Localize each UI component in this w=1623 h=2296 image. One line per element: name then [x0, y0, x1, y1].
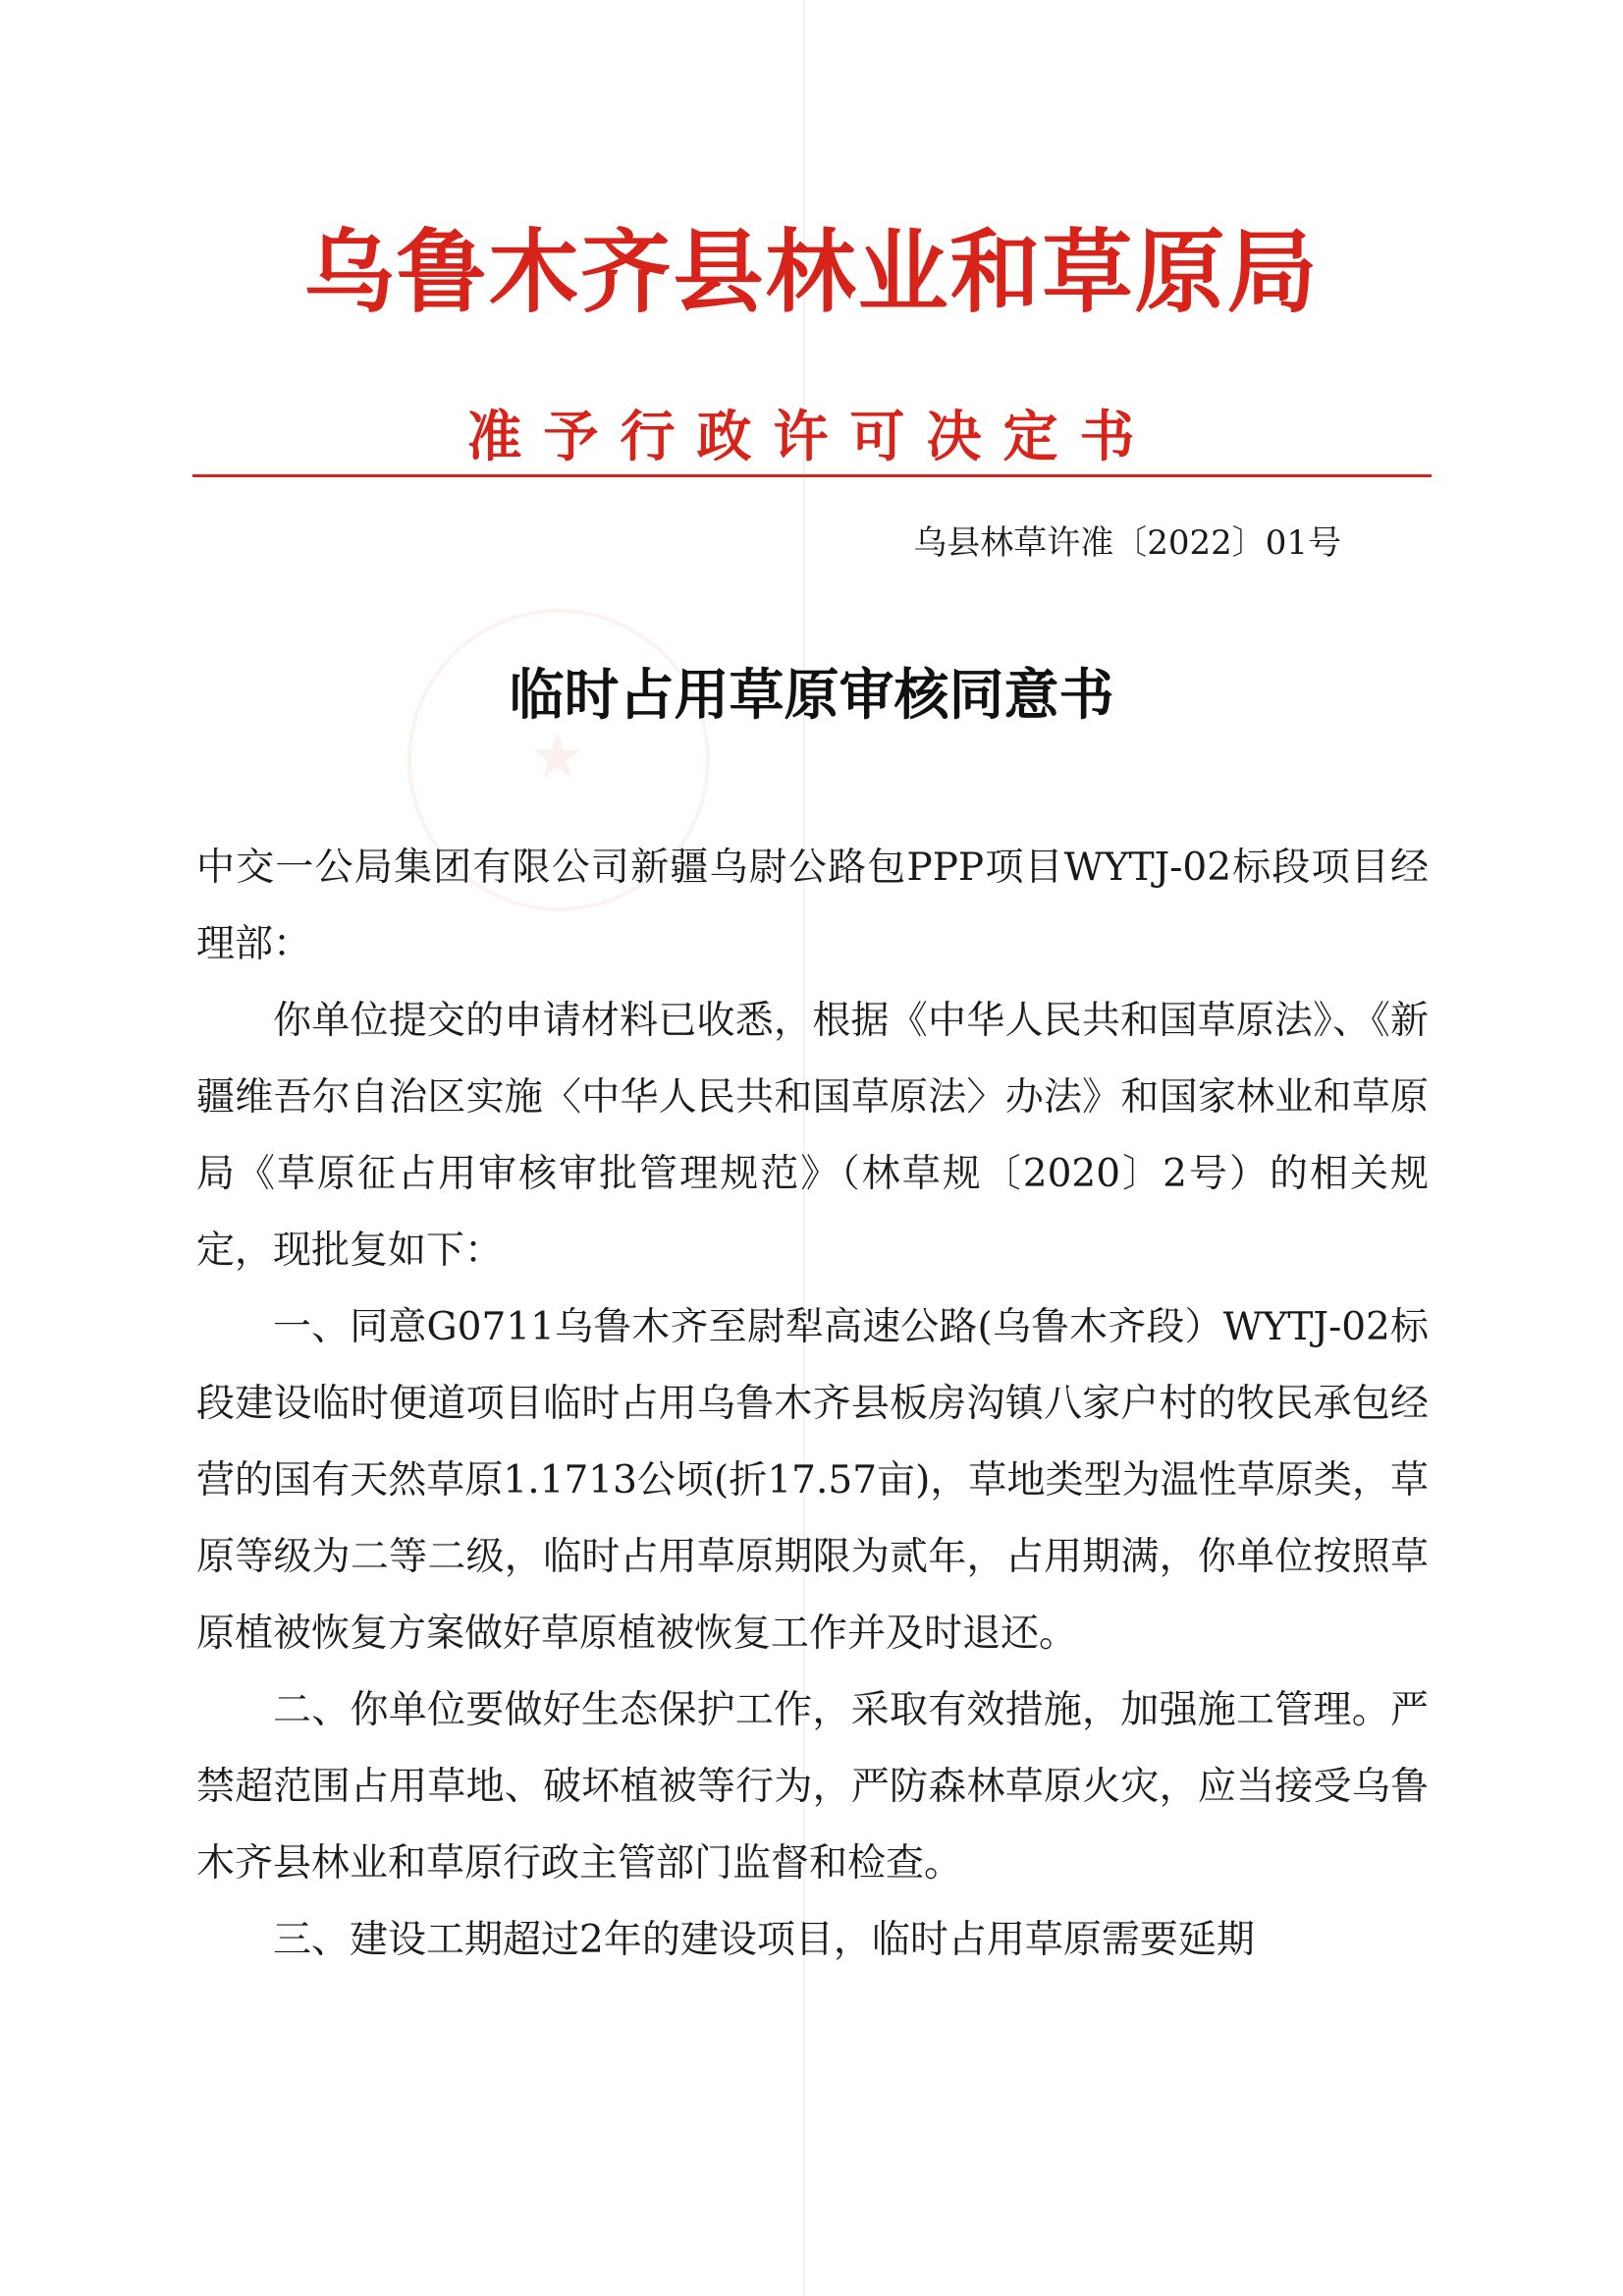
recipient-line: 中交一公局集团有限公司新疆乌尉公路包PPP项目WYTJ-02标段项目经理部：: [196, 846, 1429, 966]
body-paragraph: 一、同意G0711乌鲁木齐至尉犁高速公路(乌鲁木齐段）WYTJ-02标段建设临时便道项目临时占用乌鲁木齐县板房沟镇八家户村的牧民承包经营的国有天然草原1.1713公顷(折17.57亩)，草地类型为温性草原类，草原等级为二等二级，临时占用草原期限为贰年，占用期满，你单位按照草原植被恢复方案做好草原植被恢复工作并及时退还。: [196, 1305, 1429, 1656]
body-paragraph: 三、建设工期超过2年的建设项目，临时占用草原需要延期: [273, 1918, 1255, 1962]
body-paragraph: 二、你单位要做好生态保护工作，采取有效措施，加强施工管理。严禁超范围占用草地、破坏植被等行为，严防森林草原火灾，应当接受乌鲁木齐县林业和草原行政主管部门监督和检查。: [196, 1688, 1429, 1886]
document-type: 准予行政许可决定书: [466, 406, 1157, 469]
body-paragraph: 你单位提交的申请材料已收悉，根据《中华人民共和国草原法》、《新疆维吾尔自治区实施〈中华人民共和国草原法〉办法》和国家林业和草原局《草原征占用审核审批管理规范》（林草规〔2020〕2号）的相关规定，现批复如下：: [196, 999, 1429, 1273]
header-divider: [192, 474, 1432, 477]
document-title: 临时占用草原审核同意书: [509, 663, 1114, 728]
document-body: [196, 830, 1429, 1979]
organization-title: 乌鲁木齐县林业和草原局: [303, 220, 1320, 325]
document-number: 乌县林草许准〔2022〕01号: [913, 523, 1341, 563]
star-icon: ★: [529, 721, 586, 793]
